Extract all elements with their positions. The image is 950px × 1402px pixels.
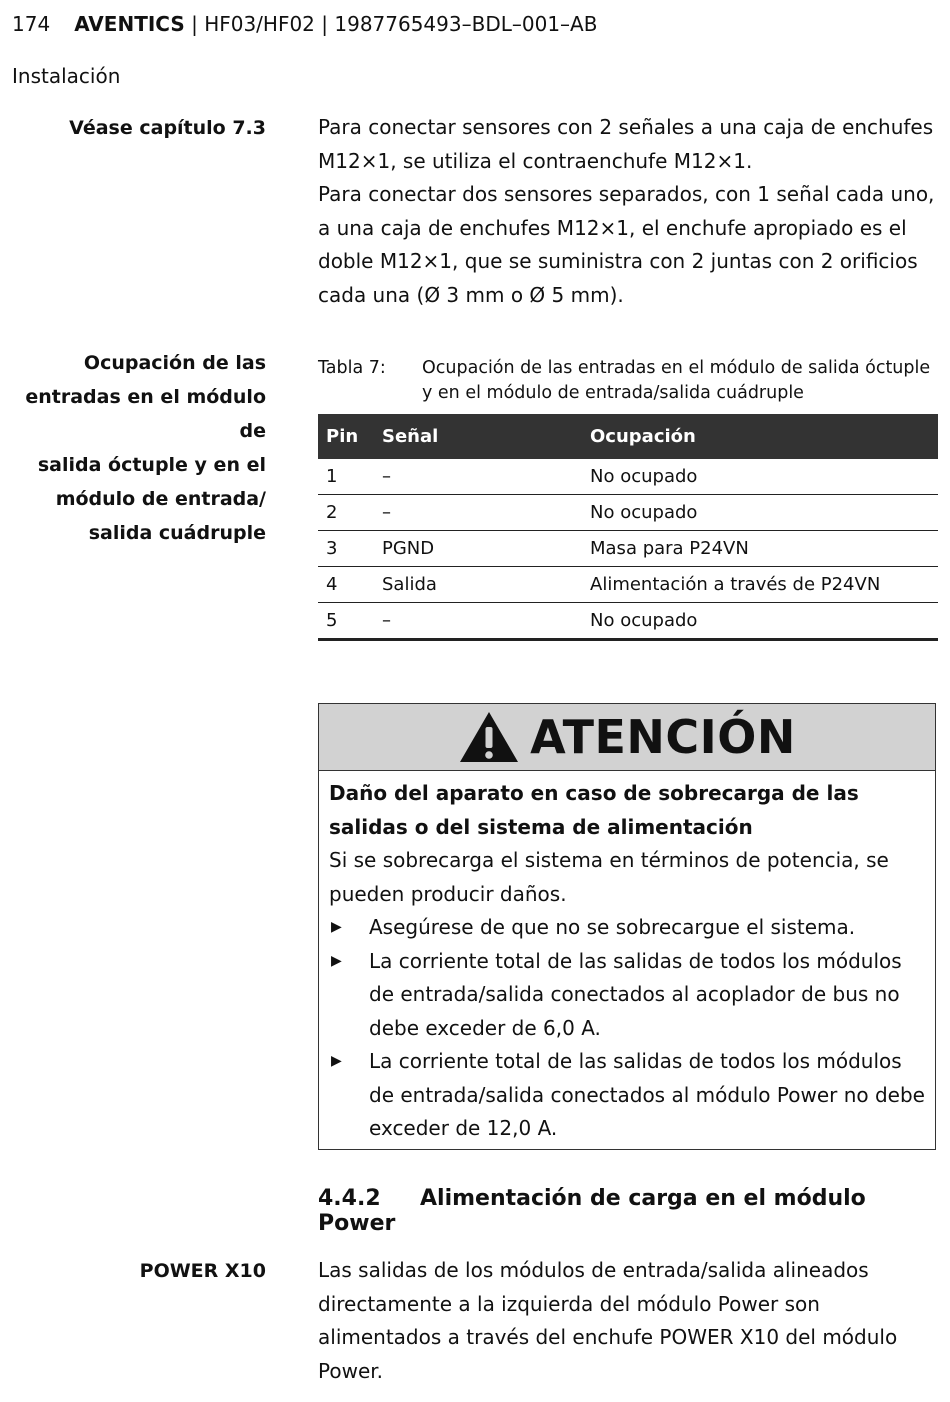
bullet-triangle-icon: ▶	[331, 1053, 342, 1069]
paragraph: Para conectar sensores con 2 señales a una caja de enchufes M12×1, se utiliza el contraenchufe M12×1.	[318, 115, 934, 173]
list-item	[329, 911, 925, 945]
cell-occupation: Masa para P24VN	[582, 531, 938, 567]
warning-triangle-icon	[458, 710, 520, 764]
cell-signal: –	[374, 603, 582, 640]
cell-signal: –	[374, 495, 582, 531]
cell-signal: Salida	[374, 567, 582, 603]
column-header-signal: Señal	[374, 414, 582, 459]
power-text	[318, 1254, 938, 1388]
pin-occupation-table	[318, 414, 938, 641]
margin-note-line: salida óctuple y en el	[37, 454, 266, 476]
table-row	[318, 459, 938, 495]
margin-note-occupation	[6, 346, 266, 550]
cell-occupation: No ocupado	[582, 603, 938, 640]
margin-note-line: entradas en el módulo de	[25, 386, 266, 442]
caution-bullet-list	[329, 911, 925, 1146]
list-item	[329, 1045, 925, 1146]
intro-text	[318, 111, 938, 312]
cell-pin: 1	[318, 459, 374, 495]
cell-occupation: No ocupado	[582, 495, 938, 531]
section-heading	[318, 1186, 950, 1236]
bullet-triangle-icon: ▶	[331, 919, 342, 935]
section-heading-text: Alimentación de carga en el módulo Power	[318, 1186, 866, 1236]
cell-signal: PGND	[374, 531, 582, 567]
list-item-text: La corriente total de las salidas de todos los módulos de entrada/salida conectados al acoplador de bus no debe exceder de 6,0 A.	[369, 948, 902, 1040]
paragraph: Para conectar dos sensores separados, con 1 señal cada uno, a una caja de enchufes M12×1, el enchufe apropiado es el doble M12×1, que se suministra con 2 juntas con 2 orificios cada una (Ø 3 mm o Ø 5 mm).	[318, 182, 935, 307]
cell-signal: –	[374, 459, 582, 495]
paragraph: Las salidas de los módulos de entrada/salida alineados directamente a la izquierda del módulo Power son alimentados a través del enchufe POWER X10 del módulo Power.	[318, 1258, 898, 1383]
table-row	[318, 531, 938, 567]
table-header-row	[318, 414, 938, 459]
margin-note-line: salida cuádruple	[88, 522, 266, 544]
margin-note-see-chapter: Véase capítulo 7.3	[69, 117, 266, 139]
table-caption-text: Ocupación de las entradas en el módulo de salida óctuple y en el módulo de entrada/salida cuádruple	[422, 358, 931, 403]
cell-pin: 5	[318, 603, 374, 640]
table-row	[318, 603, 938, 640]
cell-pin: 3	[318, 531, 374, 567]
list-item-text: La corriente total de las salidas de todos los módulos de entrada/salida conectados al módulo Power no debe exceder de 12,0 A.	[369, 1049, 925, 1140]
table-row	[318, 495, 938, 531]
bullet-triangle-icon: ▶	[331, 952, 342, 969]
cell-occupation: Alimentación a través de P24VN	[582, 567, 938, 603]
cell-pin: 2	[318, 495, 374, 531]
caution-title: ATENCIÓN	[530, 710, 796, 764]
table-caption	[318, 356, 938, 406]
caution-header	[319, 704, 935, 771]
caution-body	[319, 771, 935, 1146]
caution-heading: Daño del aparato en caso de sobrecarga de las salidas o del sistema de alimentación	[329, 781, 859, 839]
table-row	[318, 567, 938, 603]
section-title: Instalación	[12, 64, 121, 88]
margin-note-line: Ocupación de las	[83, 352, 266, 374]
list-item-text: Asegúrese de que no se sobrecargue el sistema.	[369, 915, 856, 939]
list-item	[329, 945, 925, 1046]
document-id: | HF03/HF02 | 1987765493–BDL–001–AB	[184, 12, 598, 36]
cell-pin: 4	[318, 567, 374, 603]
caution-box	[318, 703, 936, 1150]
margin-note-power-x10: POWER X10	[139, 1260, 266, 1282]
margin-note-line: módulo de entrada/	[55, 488, 266, 510]
page-number: 174	[12, 12, 51, 36]
column-header-pin: Pin	[318, 414, 374, 459]
cell-occupation: No ocupado	[582, 459, 938, 495]
section-number: 4.4.2	[318, 1186, 381, 1211]
table-number: Tabla 7:	[318, 358, 386, 378]
caution-text: Si se sobrecarga el sistema en términos de potencia, se pueden producir daños.	[329, 848, 889, 906]
brand-name: AVENTICS	[74, 12, 185, 36]
page-header	[12, 12, 597, 36]
column-header-occupation: Ocupación	[582, 414, 938, 459]
